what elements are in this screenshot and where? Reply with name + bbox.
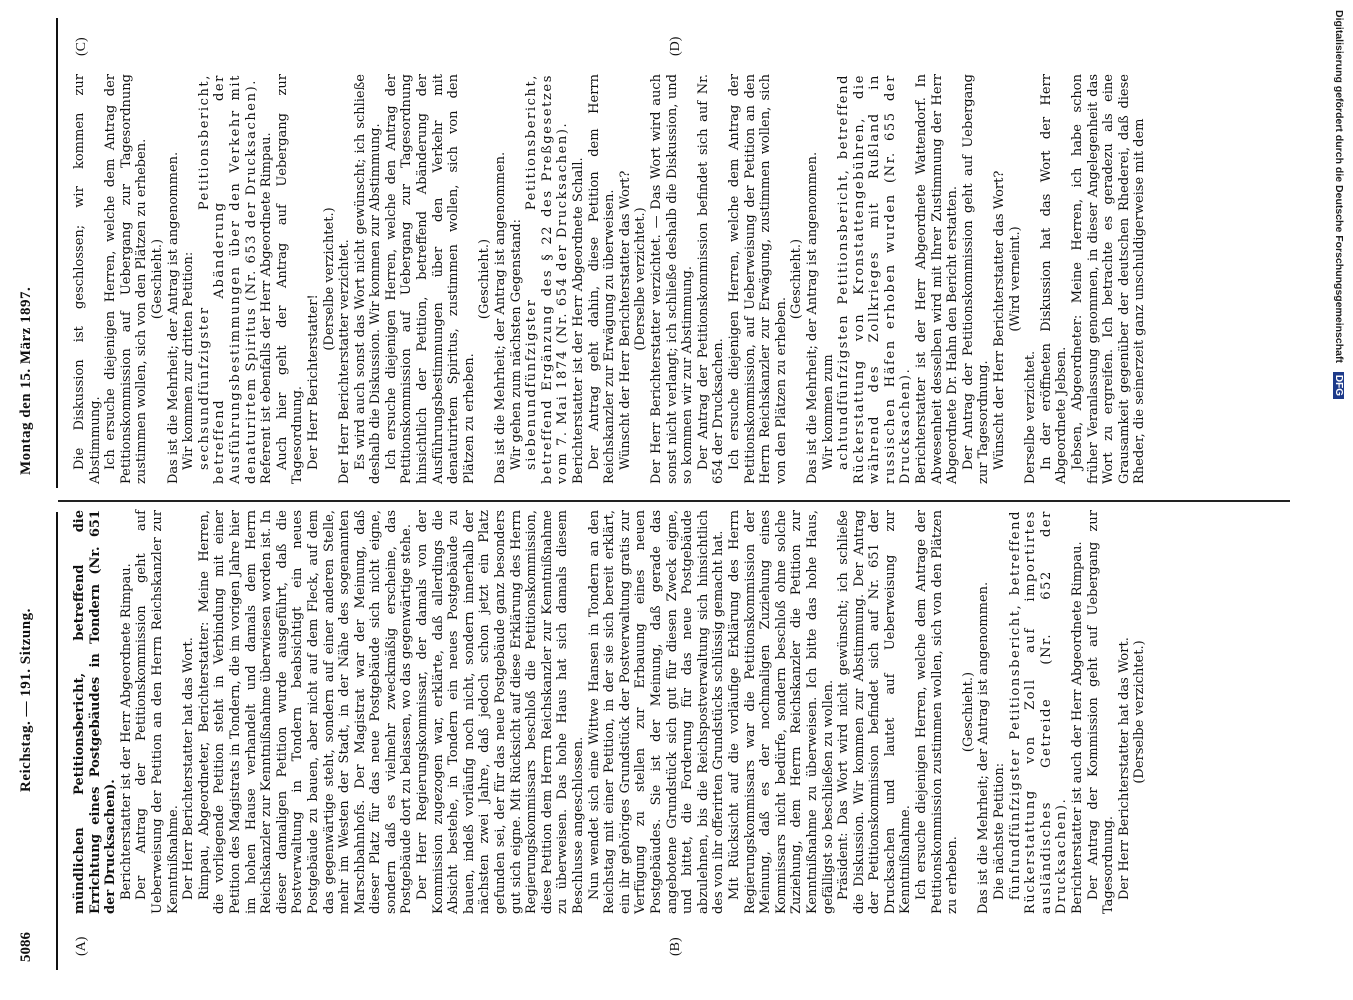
paragraph: Der Antrag der Petitionskommission befindet sich auf Nr. 654 der Drucksachen. [695, 74, 727, 484]
paragraph: Der Antrag der Petitionskommission geht auf Ueberweisung der Petition an den Herrn Reichskanzler zur Kenntnißnahme. [134, 510, 181, 914]
paragraph: Das ist die Mehrheit; der Antrag ist angenommen. [976, 581, 992, 914]
paragraph: In der eröffneten Diskussion hat das Wort der Herr Abgeordnete Jebsen. [1038, 74, 1070, 484]
stage-direction: (Geschieht.) [960, 671, 976, 753]
page-number: 5086 [18, 932, 34, 962]
margin-letter-d: (D) [668, 36, 683, 56]
paragraph: Der Antrag geht dahin, diese Petition dem Herrn Reichskanzler zur Erwägung zu überweisen. [586, 74, 618, 484]
session-date: Montag den 15. März 1897. [18, 286, 34, 475]
paragraph: Wünscht der Herr Berichterstatter das Wort? [617, 170, 633, 470]
paragraph: Die Diskussion ist geschlossen; wir kommen zur Abstimmung. [72, 74, 103, 484]
right-header [18, 30, 50, 475]
paragraph: Mit Rücksicht auf die vorläufige Erklärung des Herrn Regierungskommissars war die Petitionskommission der Meinung, daß es der nochmaligen Zuziehung eines Kommissars nicht bedürfe, sondern beschloß ohne solche Zuziehung, dem Herrn Reichskanzler die Petition zur Kenntnißnahme zu überweisen. Ich bitte das hohe Haus, gefälligst so beschließen zu wollen. [726, 510, 836, 914]
paragraph: Derselbe verzichtet. [1023, 350, 1039, 484]
paragraph: Nun wendet sich eine Wittwe Hansen in Tondern an den Reichstag mit einer Petition, in der sie sich bereit erklärt, ein ihr gehöriges Grundstück der Postverwaltung gratis zur Verfügung zu stellen zur Erbauung eines neuen Postgebäudes. Sie ist der Meinung, daß gerade das angebotene Grundstück sich gut für diesen Zweck eigne, und bittet, die Forderung für das neue Postgebäude abzulehnen, bis die Reichspostverwaltung sich hinsichtlich des von ihr offerirten Grundstücks schlüssig gemacht hat. [586, 510, 727, 914]
right-text-column [72, 74, 1148, 484]
petition-heading: achtundfünfzigsten Petitionsbericht, betreffend Rückerstattung von Kronstattengebühren, die während des Zollkrieges mit Rußland in russischen Häfen erhoben wurden (Nr. 655 der Drucksachen). [836, 74, 914, 484]
paragraph: Der Herr Berichterstatter! [305, 294, 321, 470]
paragraph: Ich ersuche diejenigen Herren, welche dem Antrage der Petitionskommission zustimmen wollen, sich von den Plätzen zu erheben. [914, 510, 961, 914]
funding-text: Digitalisierung gefördert durch die Deutsche Forschungsgemeinschaft [1333, 10, 1345, 363]
paragraph: Auch hier geht der Antrag auf Uebergang zur Tagesordnung. [274, 74, 306, 484]
margin-letter-a: (A) [74, 936, 89, 956]
paragraph: Wünscht der Herr Berichterstatter das Wort? [992, 170, 1008, 470]
paragraph: Wir gehen zum nächsten Gegenstand: [508, 219, 524, 470]
paragraph: Referent ist ebenfalls der Herr Abgeordnete Rimpau. [259, 132, 275, 484]
stage-direction: (Derselbe verzichtet.) [1132, 640, 1148, 784]
paragraph: Der Herr Berichterstatter hat das Wort. [1116, 637, 1132, 900]
paragraph: Berichterstatter ist der Herr Abgeordnete Rimpau. [118, 563, 134, 900]
paragraph: Das ist die Mehrheit; der Antrag ist angenommen. [804, 151, 820, 484]
header-rule-right [56, 18, 58, 488]
petition-heading: sechsundfünfzigster Petitionsbericht, betreffend Abänderung der Ausführungsbestimmungen über den Verkehr mit denaturirtem Spiritus (Nr. 653 der Drucksachen). [196, 74, 259, 484]
paragraph: Das ist die Mehrheit; der Antrag ist angenommen. [493, 151, 509, 484]
funding-notice [1329, 10, 1345, 600]
stage-direction: (Geschieht.) [149, 238, 165, 320]
paragraph: Berichterstatter ist der Herr Abgeordnete Schall. [571, 157, 586, 484]
paragraph: Berichterstatter ist auch der Herr Abgeordnete Rimpau. [1070, 541, 1085, 914]
margin-letter-c: (C) [74, 37, 89, 56]
speech-paragraph: Jebsen, Abgeordneter: Meine Herren, ich habe schon früher Veranlassung genommen, in dieser Angelegenheit das Wort zu ergreifen. Ich betrachte es geradezu als eine Grausamkeit gegenüber der deutschen Rhederei, daß diese Rheder, die seinerzeit ganz unschuldigerweise mit dem [1070, 74, 1148, 484]
paragraph: Der Antrag der Kommission geht auf Uebergang zur Tagesordnung. [1085, 510, 1117, 914]
paragraph: Wir kommen zum [820, 354, 836, 470]
paragraph: Es wird auch sonst das Wort nicht gewünscht; ich schließe deshalb die Diskussion. Wir kommen zur Abstimmung. [352, 74, 384, 484]
paragraph: Ich ersuche diejenigen Herren, welche dem Antrag der Petitionskommission auf Uebergang zur Tagesordnung zustimmen wollen, sich von den Plätzen zu erheben. [103, 74, 150, 484]
stage-direction: (Geschieht.) [789, 238, 805, 320]
speech-paragraph: Rimpau, Abgeordneter, Berichterstatter: Meine Herren, die vorliegende Petition steht in Verbindung mit einer Petition des Magistrats in Tondern, die im vorigen Jahre hier im hohen Hause verhandelt und damals dem Herrn Reichskanzler zur Kenntnißnahme überwiesen worden ist. In dieser damaligen Petition wurde ausgeführt, daß die Postverwaltung in Tondern beabsichtigt ein neues Postgebäude zu bauen, aber nicht auf dem Fleck, auf dem das gegenwärtige steht, sondern auf einer anderen Stelle, mehr im Westen der Stadt, in der Nähe des sogenannten Marschbahnhofs. Der Magistrat war der Meinung, daß dieser Platz für das neue Postgebäude sich nicht eigne, sondern daß es vielmehr zweckmäßig erscheine, das Postgebäude dort zu belassen, wo das gegenwärtige stehe. [196, 510, 415, 914]
petition-heading: siebenundfünfzigster Petitionsbericht, betreffend Ergänzung des § 22 des Preßgesetzes vom 7. Mai 1874 (Nr. 654 der Drucksachen). [524, 74, 571, 484]
paragraph: Der Herr Berichterstatter hat das Wort. [181, 637, 197, 900]
paragraph: Der Herr Berichterstatter verzichtet. [337, 239, 353, 484]
stage-direction: (Derselbe verzichtet.) [321, 207, 337, 351]
stage-direction: (Derselbe verzichtet.) [633, 207, 649, 351]
paragraph: Der Herr Regierungskommissar, der damals von der Kommission zugezogen war, erklärte, daß allerdings die Absicht bestehe, in Tondern ein neues Postgebäude zu bauen, indeß vorläufig noch nicht, sondern innerhalb der nächsten zwei Jahre, daß jedoch schon jetzt ein Platz gefunden sei, der für das neue Postgebäude ganz besonders gut sich eigne. Mit Rücksicht auf diese Erklärung des Herrn Regierungskommissars beschloß die Petitionskommission, diese Petition dem Herrn Reichskanzler zur Kenntnißnahme zu überweisen. Das hohe Haus hat sich damals diesem Beschlusse angeschlossen. [415, 510, 586, 914]
paragraph: Das ist die Mehrheit; der Antrag ist angenommen. [165, 151, 181, 484]
dfg-logo: DFG [1333, 372, 1344, 399]
paragraph: Der Herr Berichterstatter verzichtet. — Das Wort wird auch sonst nicht verlangt; ich schließe deshalb die Diskussion, und so kommen wir zur Abstimmung. [648, 74, 696, 484]
left-header [18, 500, 50, 962]
paragraph: Ich ersuche diejenigen Herren, welche den Antrag der Petitionskommission auf Uebergang zur Tagesordnung hinsichtlich der Petition, betreffend Abänderung der Ausführungsbestimmungen über den Verkehr mit denaturirtem Spiritus, zustimmen wollen, sich von den Plätzen zu erheben. [383, 74, 477, 484]
paragraph: Wir kommen zur dritten Petition: [181, 251, 197, 470]
paragraph: Die nächste Petition: [992, 762, 1008, 900]
paragraph: Der Antrag der Petitionskommission geht auf Uebergang zur Tagesordnung. [960, 74, 992, 484]
left-text-column [72, 510, 1148, 914]
paragraph: Berichterstatter ist der Herr Abgeordnete Wattendorf. In Abwesenheit desselben wird mit Ihrer Zustimmung der Herr Abgeordnete Dr. Hahn den Bericht erstatten. [914, 74, 961, 484]
margin-letter-b: (B) [668, 937, 683, 956]
paragraph: mündlichen Petitionsbericht, betreffend die Errichtung eines Postgebäudes in Tondern (Nr. 651 der Drucksachen). [72, 510, 119, 914]
petition-heading: fünfundfünfzigster Petitionsbericht, betreffend Rückerstattung von Zoll auf importirtes ausländisches Getreide (Nr. 652 der Drucksachen). [1007, 510, 1070, 914]
funding-notice-text [1333, 10, 1345, 399]
header-rule-left [56, 512, 58, 970]
paragraph: Ich ersuche diejenigen Herren, welche dem Antrag der Petitionskommission, auf Ueberweisung der Petition an den Herrn Reichskanzler zur Erwägung, zustimmen wollen, sich von den Plätzen zu erheben. [726, 74, 789, 484]
stage-direction: (Geschieht.) [477, 238, 493, 320]
stage-direction: (Wird verneint.) [1007, 226, 1023, 332]
column-divider [58, 500, 1290, 502]
session-title: Reichstag. — 191. Sitzung. [18, 608, 34, 792]
president-paragraph: Präsident: Das Wort wird nicht gewünscht; ich schließe die Diskussion. Wir kommen zur Abstimmung. Der Antrag der Petitionskommission befindet sich auf Nr. 651 der Drucksachen und lautet auf Ueberweisung zur Kenntnißnahme. [836, 510, 914, 914]
